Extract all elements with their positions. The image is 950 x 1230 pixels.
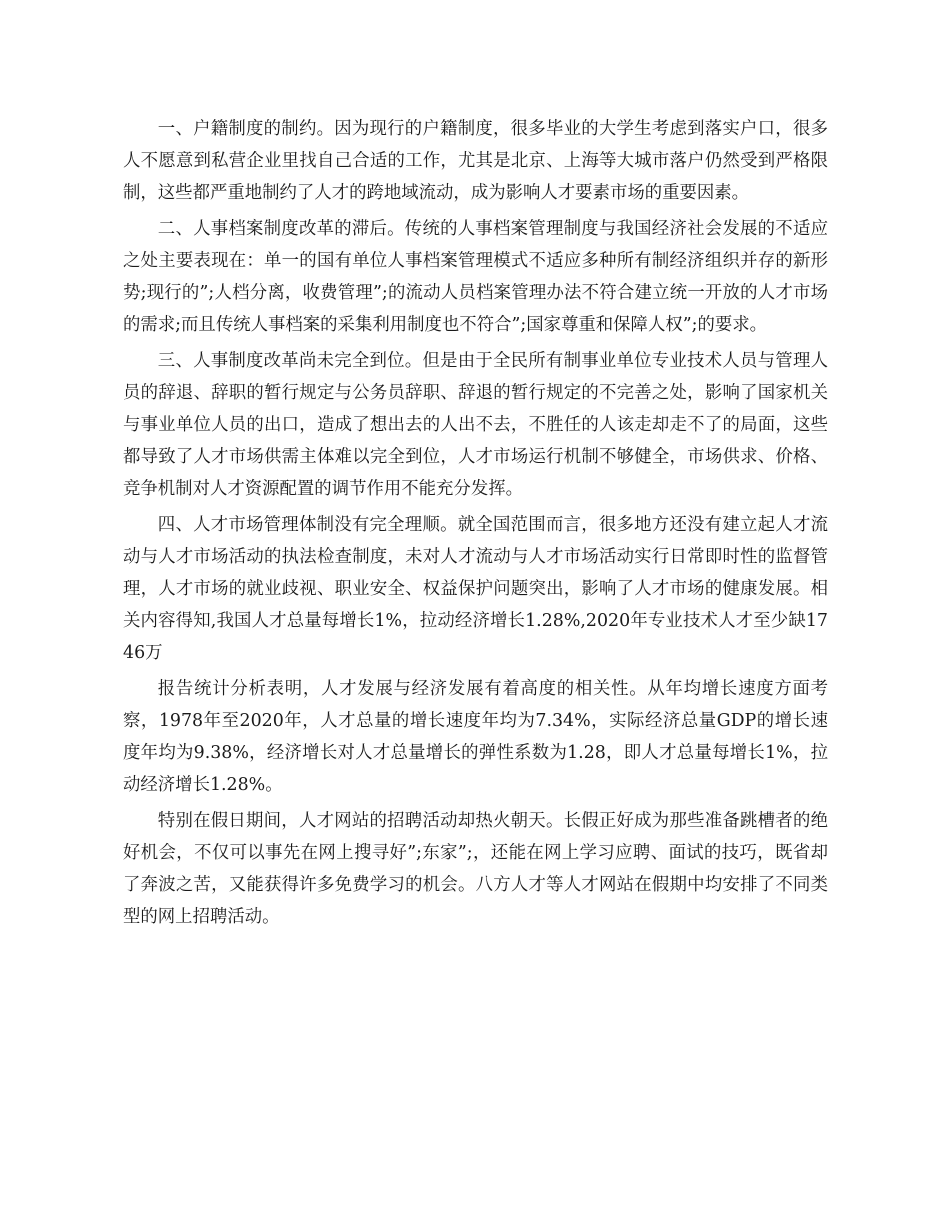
- paragraph-holiday-recruitment: 特别在假日期间，人才网站的招聘活动却热火朝天。长假正好成为那些准备跳槽者的绝好机会，不仅可以事先在网上搜寻好”;东家”;，还能在网上学习应聘、面试的技巧，既省却了奔波之苦，又能获得许多免费学习的机会。八方人才等人才网站在假期中均安排了不同类型的网上招聘活动。: [123, 811, 828, 927]
- paragraph-personnel-archives: 二、人事档案制度改革的滞后。传统的人事档案管理制度与我国经济社会发展的不适应之处主要表现在：单一的国有单位人事档案管理模式不适应多种所有制经济组织并存的新形势;现行的”;人档分离，收费管理”;的流动人员档案管理办法不符合建立统一开放的人才市场的需求;而且传统人事档案的采集利用制度也不符合”;国家尊重和保障人权”;的要求。: [123, 219, 828, 335]
- paragraph-personnel-reform: 三、人事制度改革尚未完全到位。但是由于全民所有制事业单位专业技术人员与管理人员的辞退、辞职的暂行规定与公务员辞职、辞退的暂行规定的不完善之处，影响了国家机关与事业单位人员的出口，造成了想出去的人出不去，不胜任的人该走却走不了的局面，这些都导致了人才市场供需主体难以完全到位，人才市场运行机制不够健全，市场供求、价格、竞争机制对人才资源配置的调节作用不能充分发挥。: [123, 351, 828, 499]
- paragraph-statistics-report: 报告统计分析表明，人才发展与经济发展有着高度的相关性。从年均增长速度方面考察，1978年至2020年，人才总量的增长速度年均为7.34%，实际经济总量GDP的增长速度年均为9.38%，经济增长对人才总量增长的弹性系数为1.28，即人才总量每增长1%，拉动经济增长1.28%。: [123, 679, 828, 795]
- paragraph-household-registration: 一、户籍制度的制约。因为现行的户籍制度，很多毕业的大学生考虑到落实户口，很多人不愿意到私营企业里找自己合适的工作，尤其是北京、上海等大城市落户仍然受到严格限制，这些都严重地制约了人才的跨地域流动，成为影响人才要素市场的重要因素。: [123, 119, 828, 203]
- paragraph-market-management: 四、人才市场管理体制没有完全理顺。就全国范围而言，很多地方还没有建立起人才流动与人才市场活动的执法检查制度，未对人才流动与人才市场活动实行日常即时性的监督管理，人才市场的就业歧视、职业安全、权益保护问题突出，影响了人才市场的健康发展。相关内容得知,我国人才总量每增长1%，拉动经济增长1.28%,2020年专业技术人才至少缺1746万: [123, 515, 828, 663]
- document-body: [123, 113, 828, 937]
